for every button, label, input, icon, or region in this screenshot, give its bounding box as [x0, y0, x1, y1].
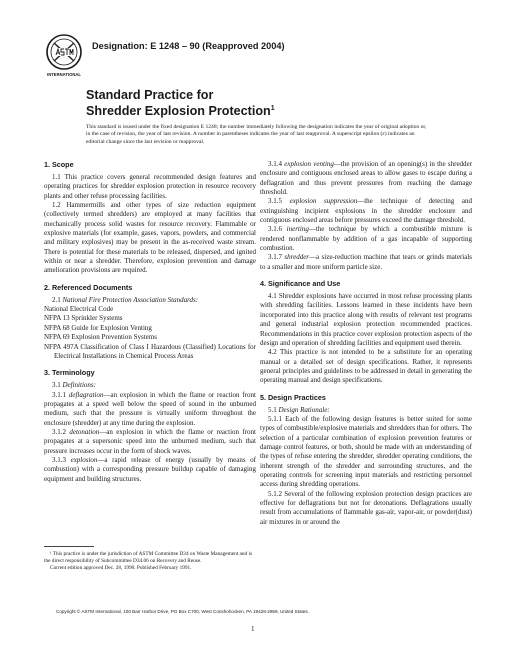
clause-number: 5.1: [268, 405, 279, 414]
footnote: [44, 551, 256, 572]
logo-caption: INTERNATIONAL: [47, 72, 81, 77]
defined-term: inerting: [286, 225, 309, 234]
paragraph-5-1-1: 5.1.1 Each of the following design features is better suited for some types of combustible/explosive materials and shredders than for others. The selection of a particular combination of explosion prevention features or damage control features, or both, should be made with an understanding of the types of refuse entering the shredder, shredder operating conditions, the inherent strength of the shredder and surrounding structures, and the operating controls for screening input materials and restricting personnel access during shredding operations.: [260, 414, 472, 489]
definition-explosion: [44, 456, 256, 484]
definition-text: —the technique of detecting and extinguishing incipient explosions in the shredder enclosure and contiguous enclosed areas before pressures exceed the damage threshold.: [260, 197, 472, 225]
copyright-notice: Copyright © ASTM International, 100 Barr Harbor Drive, PO Box C700, West Conshohocken, PA 19428-2959, United States.: [56, 609, 309, 614]
title-line-1: Standard Practice for: [86, 88, 214, 102]
clause-number: 3.1.6: [268, 225, 287, 234]
paragraph-3-1: [44, 381, 256, 390]
definition-text: —a rapid release of energy (usually by means of combustion) with a corresponding pressure buildup capable of damaging equipment and building structures.: [44, 455, 257, 483]
section-heading-referenced-documents: 2. Referenced Documents: [44, 282, 133, 292]
paragraph-4-1: 4.1 Shredder explosions have occurred in most refuse processing plants with shredding facilities. Lessons learned in these incidents have been incorporated into this practice along with results of relevant test programs and general industrial explosion protection recommended practices. Recommendations in this practice cover explosion protection aspects of the design and operation of shredding facilities and equipment used therein.: [260, 292, 472, 347]
definition-text: —an explosion in which the flame or reaction front propagates at a speed well below the speed of sound in the unburned medium, such that the pressure is virtually uniform throughout the enclosure (shredder) at any time during the explosion.: [44, 390, 256, 427]
astm-logo: [44, 34, 84, 78]
designation: Designation: E 1248 – 90 (Reapproved 2004): [92, 41, 285, 51]
clause-number: 3.1.1: [52, 390, 69, 399]
definition-text: —an explosion in which the flame or reaction front propagates at a supersonic speed into the unburned medium, such that pressure increases occur in the form of shock waves.: [44, 427, 256, 455]
clause-number: 3.1.2: [52, 427, 70, 436]
footnote-rule: [44, 546, 94, 547]
paragraph-5-1: [260, 406, 472, 415]
reference-item: NFPA 69 Explosion Prevention Systems: [44, 333, 157, 342]
reference-item: NFPA 68 Guide for Explosion Venting: [44, 323, 152, 332]
definition-inerting: [260, 225, 472, 253]
definition-shredder: [260, 253, 472, 272]
paragraph-1-2: 1.2 Hammermills and other types of size reduction equipment (collectively termed shredders) are employed at many facilities that mechanically process solid wastes for resource recovery. Flammable or explosive materials (for example, gases, vapors, powders, and commercial and military explosives) may be present in the as-received waste stream. There is potential for these materials to be released, dispersed, and ignited within or near a shredder. Therefore, explosion prevention and damage amelioration provisions are required.: [44, 201, 256, 275]
definition-text: —the technique by which a combustible mixture is rendered nonflammable by addition of a gas incapable of supporting combustion.: [260, 225, 473, 253]
definition-deflagration: [44, 391, 256, 428]
section-heading-scope: 1. Scope: [44, 160, 74, 169]
definition-detonation: [44, 428, 256, 456]
footnote-1: ¹ This practice is under the jurisdiction of ASTM Committee D34 on Waste Management and is the direct responsibility of Subcommittee D34.06 on Recovery and Reuse.: [44, 551, 253, 564]
document-title: [86, 88, 275, 118]
title-line-2: [86, 102, 275, 118]
clause-title: Definitions:: [62, 381, 96, 390]
section-heading-significance-and-use: 4. Significance and Use: [260, 279, 341, 289]
page-number: 1: [251, 625, 255, 633]
defined-term: deflagration: [68, 390, 104, 399]
clause-number: 3.1.5: [268, 197, 290, 206]
reference-item: NFPA 497A Classification of Class I Hazardous (Classified) Locations for Electrical Installations in Chemical Process Areas: [44, 342, 256, 360]
paragraph-1-1: 1.1 This practice covers general recommended design features and operating practices for shredder explosion protection in resource recovery plants and other refuse processing facilities.: [44, 173, 256, 200]
defined-term: detonation: [69, 427, 100, 436]
section-heading-terminology: 3. Terminology: [44, 368, 95, 378]
defined-term: explosion suppression: [289, 197, 358, 206]
defined-term: explosion: [70, 455, 98, 464]
left-column: [44, 160, 256, 484]
clause-number: 3.1: [52, 381, 63, 390]
definition-text: —a size-reduction machine that tears or grinds materials to a smaller and more uniform particle size.: [260, 253, 472, 271]
defined-term: shredder: [284, 253, 310, 262]
definition-explosion-suppression: [260, 197, 472, 225]
clause-number: 3.1.7: [268, 253, 285, 262]
clause-title: Design Rationale:: [278, 405, 330, 414]
definition-text: —the provision of an opening(s) in the shredder enclosure and contiguous enclosed areas to allow gases to escape during a deflagration and thus prevent pressures from reaching the damage threshold.: [260, 160, 472, 197]
right-column: [260, 160, 472, 527]
section-heading-design-practices: 5. Design Practices: [260, 392, 326, 402]
reference-item: NFPA 13 Sprinkler Systems: [44, 314, 123, 323]
clause-title: National Fire Protection Association Standards:: [62, 295, 199, 304]
defined-term: explosion venting: [284, 160, 334, 168]
definition-explosion-venting: [260, 160, 472, 197]
clause-number: 2.1: [52, 295, 63, 304]
clause-number: 3.1.3: [52, 455, 71, 464]
footnote-edition: Current edition approved Dec. 28, 1990. Published February 1991.: [50, 565, 192, 571]
clause-number: 3.1.4: [268, 160, 285, 168]
paragraph-4-2: 4.2 This practice is not intended to be a substitute for an operating manual or a detailed set of design specifications. Rather, it represents general principles and guidelines to be addressed in detail in generating the operating manual and design specifications.: [260, 348, 472, 385]
paragraph-2-1: [44, 296, 256, 305]
paragraph-5-1-2: 5.1.2 Several of the following explosion protection design practices are effective for deflagrations but not for detonations. Deflagrations usually result from accumulations of flammable gas-air, vapor-air, or powder(dust) air mixtures in or around the: [260, 489, 472, 526]
title-footnote-mark: 1: [270, 105, 275, 112]
reference-item: National Electrical Code: [44, 305, 114, 314]
standard-notice: This standard is issued under the fixed designation E 1248; the number immediately following the designation indicates the year of original adoption or, in the case of revision, the year of last revision. A number in parentheses indicates the year of last reapproval. A superscript epsilon (ε) indicates an editorial change since the last revision or reapproval.: [86, 124, 427, 145]
title-main: Shredder Explosion Protection: [86, 104, 271, 119]
